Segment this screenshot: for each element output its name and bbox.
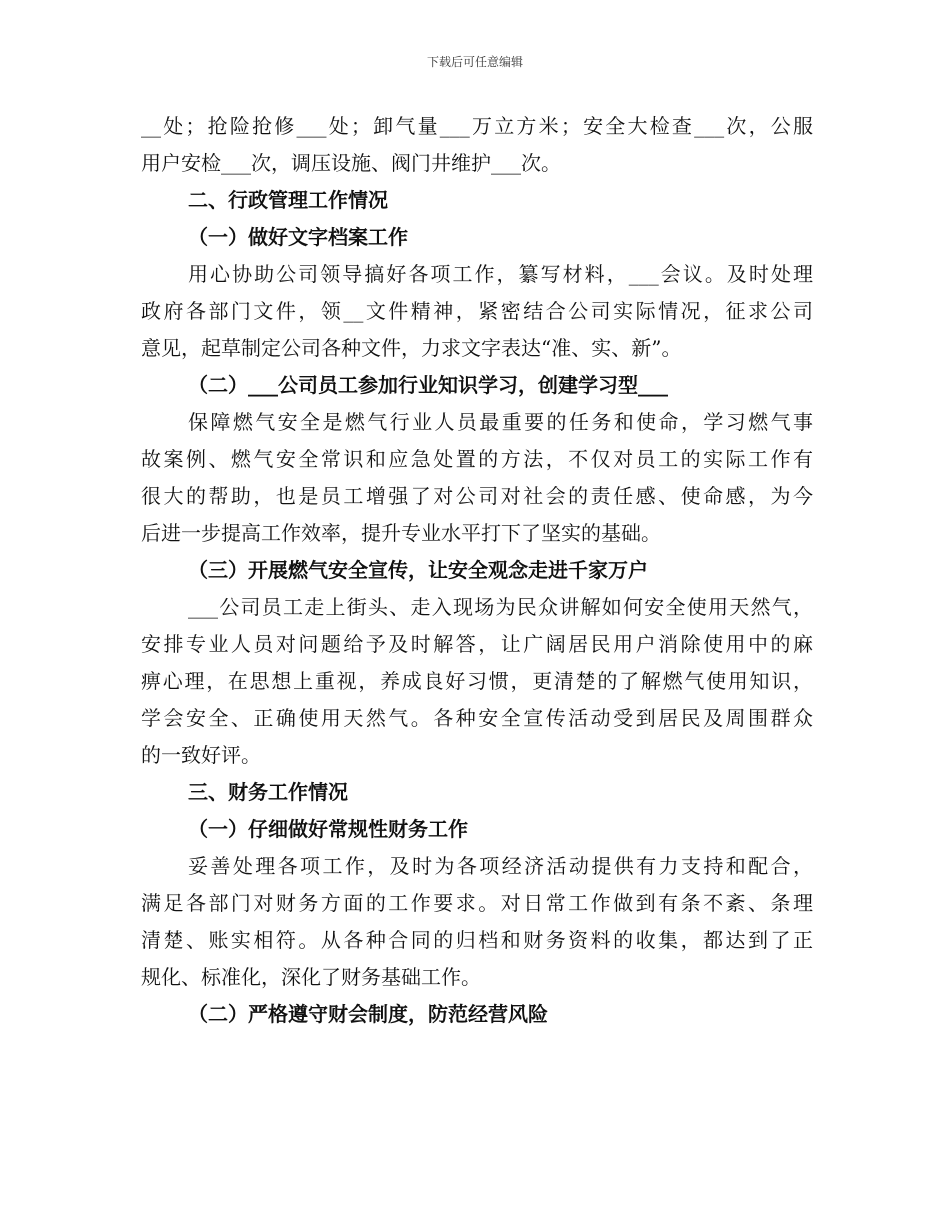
- body-line: 痹心理，在思想上重视，养成良好习惯，更清楚的了解燃气使用知识，: [141, 669, 813, 693]
- section-heading: 三、财务工作情况: [188, 780, 348, 804]
- page-header: 下载后可任意编辑: [426, 55, 523, 69]
- body-line: 规化、标准化，深化了财务基础工作。: [141, 965, 481, 989]
- body-line: 用心协助公司领导搞好各项工作，纂写材料，___会议。及时处理: [188, 262, 813, 286]
- body-line: 安排专业人员对问题给予及时解答，让广阔居民用户消除使用中的麻: [141, 632, 813, 656]
- subsection-heading: （三）开展燃气安全宣传，让安全观念走进千家万户: [188, 558, 648, 582]
- section-heading: 二、行政管理工作情况: [188, 188, 388, 212]
- body-line: __处；抢险抢修___处；卸气量___万立方米；安全大检查___次，公服: [141, 114, 813, 138]
- body-line: 妥善处理各项工作，及时为各项经济活动提供有力支持和配合，: [188, 854, 813, 878]
- document-body: [141, 108, 813, 1033]
- subsection-heading: （二）___公司员工参加行业知识学习，创建学习型___: [188, 373, 668, 397]
- body-line: 故案例、燃气安全常识和应急处置的方法，不仅对员工的实际工作有: [141, 447, 813, 471]
- subsection-heading: （一）仔细做好常规性财务工作: [188, 817, 468, 841]
- body-line: ___公司员工走上街头、走入现场为民众讲解如何安全使用天然气，: [188, 595, 813, 619]
- body-line: 很大的帮助，也是员工增强了对公司对社会的责任感、使命感，为今: [141, 484, 813, 508]
- body-line: 用户安检___次，调压设施、阀门井维护___次。: [141, 151, 561, 175]
- body-line: 政府各部门文件，领__文件精神，紧密结合公司实际情况，征求公司: [141, 299, 813, 323]
- subsection-heading: （一）做好文字档案工作: [188, 225, 408, 249]
- body-line: 学会安全、正确使用天然气。各种安全宣传活动受到居民及周围群众: [141, 706, 813, 730]
- body-line: 满足各部门对财务方面的工作要求。对日常工作做到有条不紊、条理: [141, 891, 813, 915]
- body-line: 后进一步提高工作效率，提升专业水平打下了坚实的基础。: [141, 521, 661, 545]
- body-line: 清楚、账实相符。从各种合同的归档和财务资料的收集，都达到了正: [141, 928, 813, 952]
- subsection-heading: （二）严格遵守财会制度，防范经营风险: [188, 1002, 548, 1026]
- body-line: 保障燃气安全是燃气行业人员最重要的任务和使命，学习燃气事: [188, 410, 813, 434]
- body-line: 的一致好评。: [141, 743, 261, 767]
- body-line: 意见，起草制定公司各种文件，力求文字表达“准、实、新”。: [141, 336, 682, 360]
